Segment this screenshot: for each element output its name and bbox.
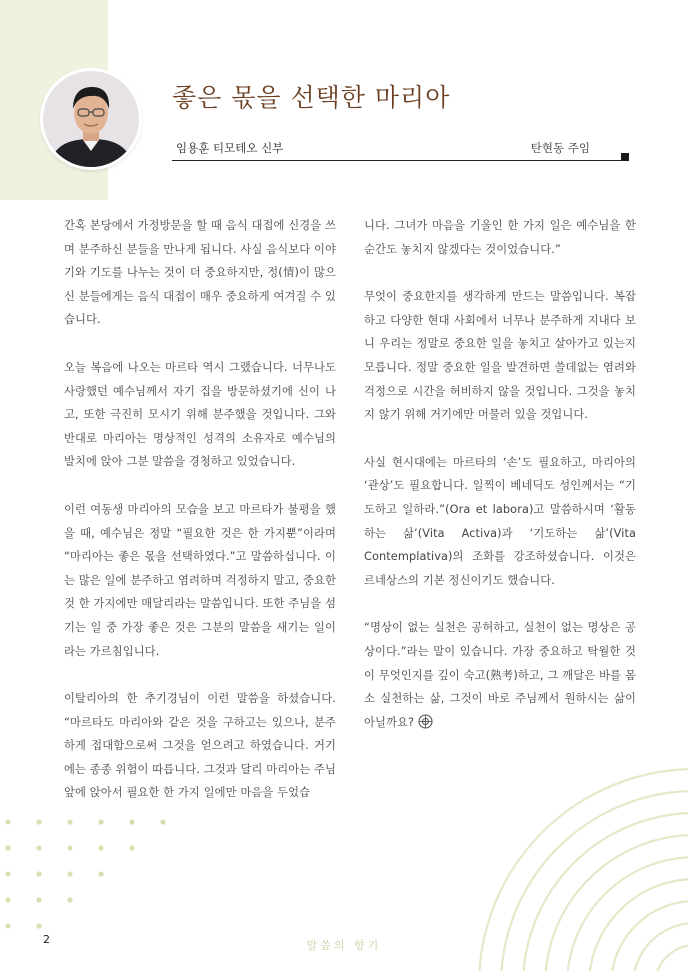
decoration-dot <box>98 845 103 850</box>
decoration-dot <box>67 871 72 876</box>
decoration-dot <box>36 845 41 850</box>
decoration-dot <box>129 819 134 824</box>
article-title: 좋은 몫을 선택한 마리아 <box>172 83 451 112</box>
decoration-arc <box>611 901 688 971</box>
paragraph-text: “명상이 없는 실천은 공허하고, 실천이 없는 명상은 공상이다.”라는 말이 있습니다. 가장 중요하고 탁월한 것이 무엇인지를 깊이 숙고(熟考)하고, 그 깨달은 바를 몸소 실천하는 삶, 그것이 바로 주님께서 원하시는 삶이 아닐까요? <box>364 621 636 729</box>
header-rule <box>172 160 627 161</box>
paragraph: 간혹 본당에서 가정방문을 할 때 음식 대접에 신경을 쓰며 분주하신 분들을 만나게 됩니다. 사실 음식보다 이야기와 기도를 나누는 것이 더 중요하지만, 정(情)이 많으신 분들에게는 음식 대접이 매우 중요하게 여겨질 수 있습니다. <box>64 219 336 327</box>
paragraph: 오늘 복음에 나오는 마르타 역시 그랬습니다. 너무나도 사랑했던 예수님께서 자기 집을 방문하셨기에 신이 나고, 또한 극진히 모시기 위해 분주했을 것입니다. 그와 반대로 마리아는 명상적인 성격의 소유자로 예수님의 발치에 앉아 그분 말씀을 경청하고 있었습니다. <box>64 360 336 469</box>
decoration-dot <box>98 819 103 824</box>
article-column-right <box>364 214 636 761</box>
page-number: 2 <box>43 933 50 946</box>
publication-name: 말씀의 향기 <box>306 939 382 952</box>
header-square-mark <box>621 153 629 161</box>
decoration-dot <box>98 871 103 876</box>
decoration-dot <box>67 845 72 850</box>
paragraph: 니다. 그녀가 마음을 기울인 한 가지 일은 예수님을 한순간도 놓치지 않겠다는 것이었습니다.” <box>364 219 636 256</box>
author-parish: 탄현동 주임 <box>530 141 590 155</box>
decoration-dot <box>5 845 10 850</box>
decoration-dot <box>5 923 10 928</box>
author-name: 임용훈 티모테오 신부 <box>176 141 284 155</box>
decoration-dot <box>36 819 41 824</box>
decoration-dot <box>160 819 165 824</box>
article-column-left <box>64 214 336 829</box>
paragraph: 무엇이 중요한지를 생각하게 만드는 말씀입니다. 복잡하고 다양한 현대 사회에서 너무나 분주하게 지내다 보니 우리는 정말로 중요한 일을 놓치고 살아가고 있는지 모릅니다. 정말 중요한 일을 발견하면 쓸데없는 염려와 걱정으로 시간을 허비하지 않을 것입니다. 그것을 놓치지 않기 위해 거기에만 머물러 있을 것입니다. <box>364 290 636 422</box>
decoration-dot <box>5 871 10 876</box>
paragraph: 사실 현시대에는 마르타의 ‘손’도 필요하고, 마리아의 ‘관상’도 필요합니다. 일찍이 베네딕도 성인께서는 “기도하고 일하라.”(Ora et labora)고 말씀하시며 ‘활동하는 삶’(Vita Activa)과 ‘기도하는 삶’(Vita Contemplativa)의 조화를 강조하셨습니다. 이것은 르네상스의 기본 정신이기도 했습니다. <box>364 455 636 587</box>
paragraph: 이런 여동생 마리아의 모습을 보고 마르타가 불평을 했을 때, 예수님은 정말 “필요한 것은 한 가지뿐”이라며 “마리아는 좋은 몫을 선택하였다.”고 말씀하십니다. 이는 많은 일에 분주하고 염려하며 걱정하지 말고, 중요한 것 한 가지에만 매달리라는 말씀입니다. 또한 주님을 섬기는 일 중 가장 좋은 것은 그분의 말씀을 새기는 일이라는 가르침입니다. <box>64 502 336 658</box>
decoration-dot <box>36 923 41 928</box>
author-portrait <box>43 71 139 167</box>
decoration-dot <box>36 871 41 876</box>
decoration-dot <box>5 897 10 902</box>
decoration-dot <box>129 845 134 850</box>
end-mark-icon <box>418 714 433 738</box>
decoration-dot <box>5 819 10 824</box>
decoration-dot <box>36 897 41 902</box>
portrait-image <box>43 71 139 167</box>
concentric-arcs-decoration <box>460 700 688 971</box>
paragraph: 이탈리아의 한 추기경님이 이런 말씀을 하셨습니다. “마르타도 마리아와 같은 것을 구하고는 있으나, 분주하게 접대함으로써 그것을 얻으려고 하였습니다. 거기에는 종종 위험이 따릅니다. 그것과 달리 마리아는 주님 앞에 앉아서 필요한 한 가지 일에만 마음을 두었습 <box>64 692 336 800</box>
decoration-dot <box>67 819 72 824</box>
dot-pattern-decoration <box>0 810 200 940</box>
decoration-dot <box>67 897 72 902</box>
